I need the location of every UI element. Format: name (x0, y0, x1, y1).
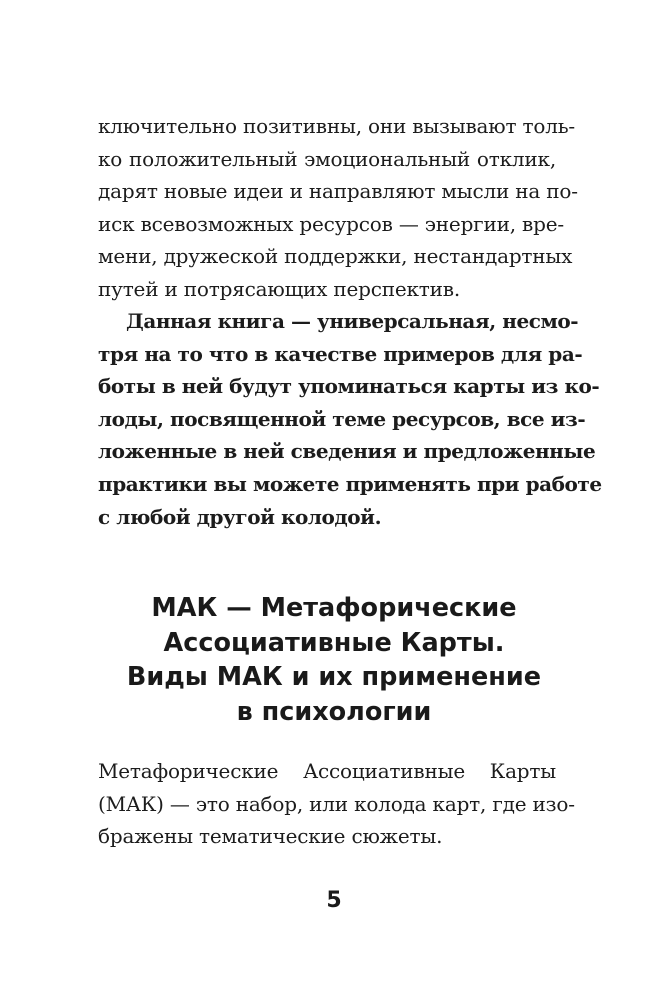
text-line: ко положительный эмоциональный отклик, (98, 146, 556, 171)
text-line: с любой другой колодой. (98, 504, 382, 529)
text-line: практики вы можете применять при работе (98, 471, 602, 496)
text-line: (МАК) — это набор, или колода карт, где изо- (98, 791, 575, 816)
page-number: 5 (326, 888, 342, 913)
body-paragraph-continued (98, 110, 578, 306)
text-line: мени, дружеской поддержки, нестандартных (98, 244, 573, 269)
text-line: иск всевозможных ресурсов — энергии, вре- (98, 211, 564, 236)
text-line: ложенные в ней сведения и предложенные (98, 439, 596, 464)
text-line: Метафорические Ассоциативные Карты (98, 759, 556, 783)
body-paragraph (98, 755, 575, 853)
text-line: путей и потрясающих перспектив. (98, 276, 460, 301)
heading-line: Виды МАК и их применение (126, 662, 542, 692)
text-line: тря на то что в качестве примеров для ра- (98, 341, 583, 366)
text-line: Данная книга — универсальная, несмо- (126, 309, 579, 333)
heading-line: Ассоциативные Карты. (163, 627, 505, 658)
text-line: лоды, посвященной теме ресурсов, все из- (98, 406, 586, 431)
text-line: дарят новые идеи и направляют мысли на по- (98, 179, 578, 204)
text-line: боты в ней будут упоминаться карты из ко- (98, 374, 600, 399)
section-heading (60, 591, 608, 729)
heading-line: в психологии (236, 696, 432, 727)
bold-paragraph (98, 305, 602, 533)
text-line: бражены тематические сюжеты. (98, 824, 443, 849)
text-line: ключительно позитивны, они вызывают толь- (98, 114, 575, 138)
heading-line: МАК — Метафорические (151, 593, 517, 623)
